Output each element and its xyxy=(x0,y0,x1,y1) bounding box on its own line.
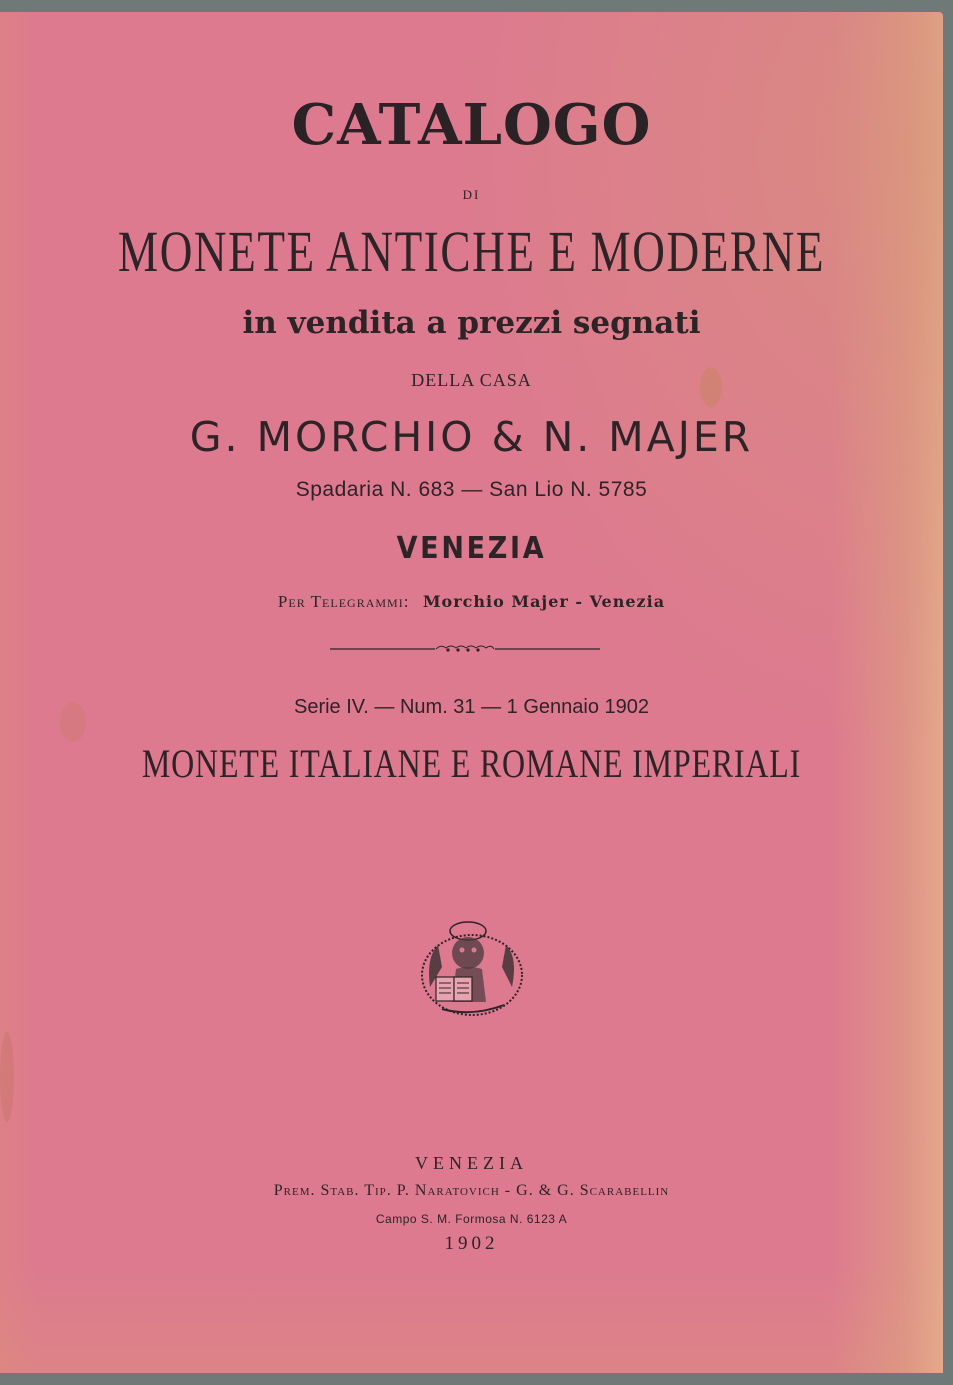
divider-ornament-icon xyxy=(330,643,600,653)
paper-stain xyxy=(0,1032,14,1122)
catalogue-title: CATALOGO xyxy=(291,92,652,158)
imprint-year: 1902 xyxy=(444,1233,499,1254)
catalogue-subtitle: in vendita a prezzi segnati xyxy=(242,305,701,341)
catalogue-cover xyxy=(0,12,943,1373)
telegram-line xyxy=(0,592,943,612)
imprint-address: Campo S. M. Formosa N. 6123 A xyxy=(375,1212,568,1226)
telegram-address: Morchio Majer - Venezia xyxy=(422,592,666,611)
issue-info: Serie IV. — Num. 31 — 1 Gennaio 1902 xyxy=(293,696,650,718)
firm-name: G. MORCHIO & N. MAJER xyxy=(189,413,754,461)
title-connector: DI xyxy=(462,187,481,202)
catalogue-subject: MONETE ANTICHE E MODERNE xyxy=(117,219,826,284)
series-title: MONETE ITALIANE E ROMANE IMPERIALI xyxy=(141,741,802,786)
firm-address: Spadaria N. 683 — San Lio N. 5785 xyxy=(295,478,648,501)
firm-city: VENEZIA xyxy=(396,531,547,566)
telegram-label: Per Telegrammi: xyxy=(277,592,410,611)
house-intro: DELLA CASA xyxy=(411,370,532,390)
lion-of-saint-mark-icon xyxy=(412,917,532,1022)
imprint-city: VENEZIA xyxy=(415,1153,528,1173)
imprint-printer: Prem. Stab. Tip. P. Naratovich - G. & G. Scarabellin xyxy=(273,1182,670,1199)
